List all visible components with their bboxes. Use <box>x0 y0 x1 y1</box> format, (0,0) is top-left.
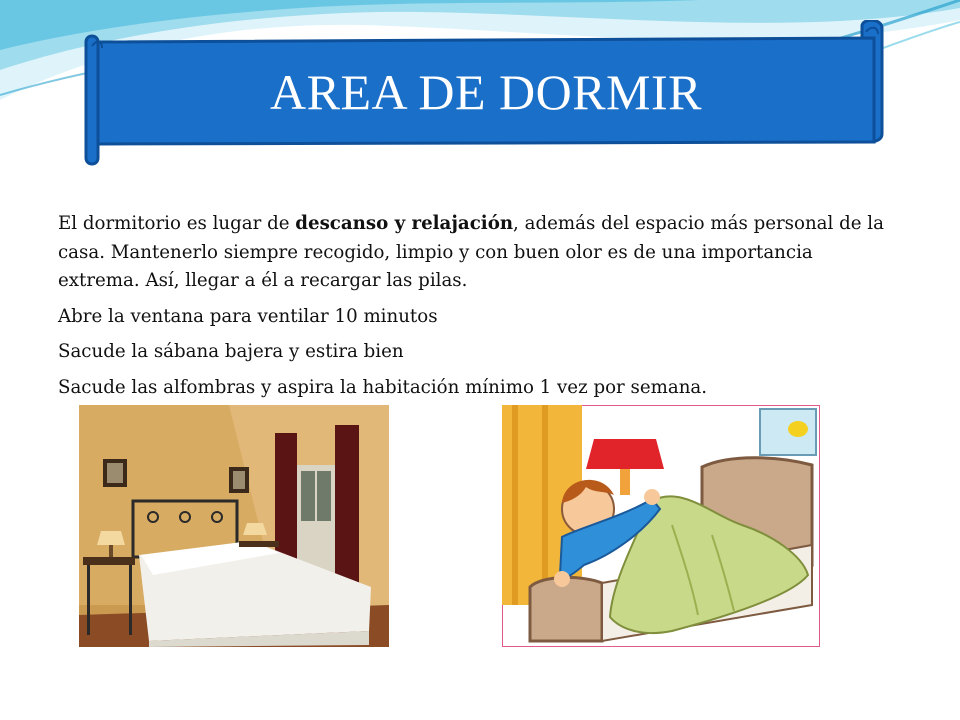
slide-title: AREA DE DORMIR <box>269 64 703 120</box>
bedroom-photo <box>79 405 389 647</box>
intro-text-start: El dormitorio es lugar de <box>58 213 296 234</box>
intro-text-end: , además del espacio más personal de la casa. Mantenerlo siempre recogido, limpio y con buen olor es de una importancia extrema. Así, llegar a él a recargar las pilas. <box>58 213 884 291</box>
slide-body <box>58 210 898 409</box>
paragraph-intro <box>58 210 898 296</box>
line-ventilate: Abre la ventana para ventilar 10 minutos <box>58 305 438 327</box>
line-sheet: Sacude la sábana bajera y estira bien <box>58 341 404 362</box>
line-carpets: Sacude las alfombras y aspira la habitación mínimo 1 vez por semana. <box>58 376 708 398</box>
child-making-bed-illustration <box>502 405 820 647</box>
intro-bold-phrase: descanso y relajación <box>295 213 514 234</box>
